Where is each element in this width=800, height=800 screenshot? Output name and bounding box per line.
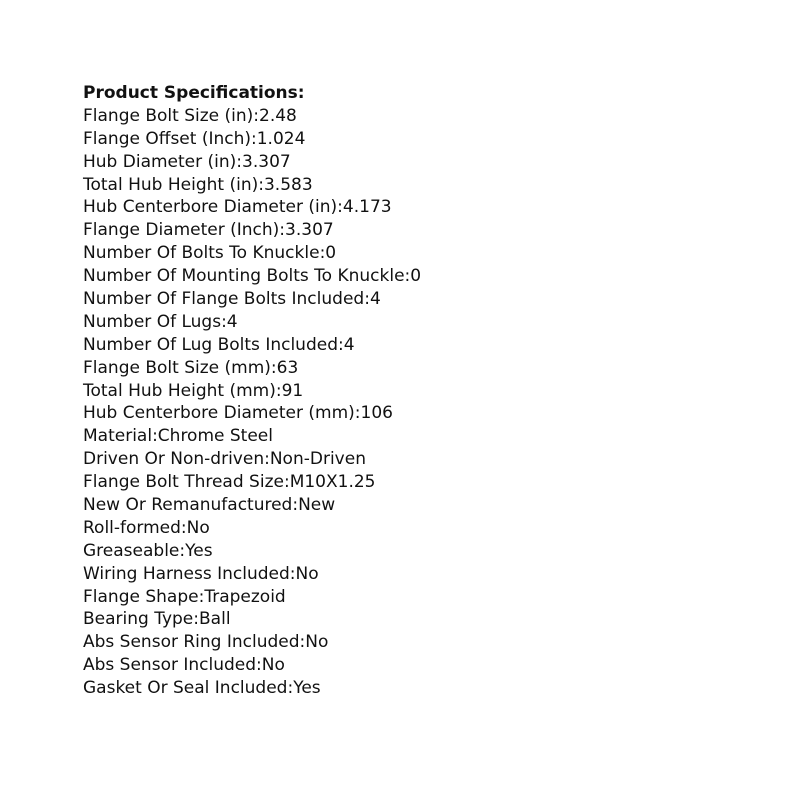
spec-label: Flange Offset (Inch) [83, 128, 251, 149]
spec-value: Chrome Steel [157, 426, 273, 447]
spec-row [83, 631, 773, 654]
spec-row [83, 311, 773, 334]
spec-value: No [186, 517, 210, 538]
spec-value: 3.307 [242, 151, 291, 172]
spec-label: Flange Bolt Size (in) [83, 105, 254, 126]
spec-label: Abs Sensor Ring Included [83, 632, 300, 653]
spec-row [83, 265, 773, 288]
spec-label: Flange Diameter (Inch) [83, 220, 280, 241]
spec-separator: : [152, 426, 158, 447]
spec-row [83, 448, 773, 471]
spec-row [83, 494, 773, 517]
spec-separator: : [236, 151, 243, 172]
spec-label: Greaseable [83, 540, 180, 561]
spec-separator: : [253, 105, 259, 126]
spec-separator: : [270, 357, 277, 378]
spec-list [83, 105, 773, 700]
spec-value: M10X1.25 [289, 472, 376, 493]
spec-value: Yes [293, 678, 321, 699]
spec-row [83, 334, 773, 357]
spec-value: Trapezoid [204, 586, 286, 607]
spec-value: 63 [276, 357, 299, 378]
spec-label: New Or Remanufactured [83, 495, 293, 516]
spec-separator: : [198, 586, 205, 607]
spec-label: Total Hub Height (mm) [83, 380, 276, 401]
spec-label: Number Of Lugs [83, 311, 222, 332]
spec-label: Number Of Bolts To Knuckle [83, 243, 320, 264]
specifications-title: Product Specifications: [83, 83, 305, 103]
spec-value: 4.173 [342, 197, 392, 218]
spec-row [83, 196, 773, 219]
spec-separator: : [319, 243, 326, 264]
spec-separator: : [292, 495, 299, 516]
spec-label: Driven Or Non-driven [83, 449, 265, 470]
spec-row [83, 586, 773, 609]
spec-value: 1.024 [256, 128, 306, 149]
spec-separator: : [299, 632, 306, 653]
spec-row [83, 128, 773, 151]
spec-value: No [305, 632, 329, 653]
spec-value: 0 [410, 266, 422, 287]
spec-row [83, 563, 773, 586]
spec-label: Gasket Or Seal Included [83, 678, 288, 699]
spec-row [83, 402, 773, 425]
spec-label: Total Hub Height (in) [83, 174, 259, 195]
spec-value: No [261, 655, 285, 676]
spec-row [83, 242, 773, 265]
spec-label: Number Of Flange Bolts Included [83, 289, 365, 310]
spec-row [83, 151, 773, 174]
spec-separator: : [287, 678, 294, 699]
spec-row [83, 425, 773, 448]
spec-separator: : [338, 334, 344, 355]
spec-value: 0 [325, 243, 337, 264]
spec-separator: : [279, 220, 286, 241]
spec-separator: : [193, 609, 200, 630]
spec-row [83, 288, 773, 311]
spec-separator: : [275, 380, 282, 401]
spec-row [83, 540, 773, 563]
spec-row [83, 380, 773, 403]
spec-label: Roll-formed [83, 517, 181, 538]
spec-value: Non-Driven [269, 449, 366, 470]
spec-row [83, 608, 773, 631]
spec-separator: : [180, 517, 187, 538]
spec-label: Flange Bolt Thread Size [83, 472, 284, 493]
spec-value: 3.307 [285, 220, 334, 241]
spec-separator: : [256, 655, 262, 676]
spec-label: Hub Centerbore Diameter (in) [83, 197, 338, 218]
spec-value: No [295, 563, 319, 584]
spec-value: New [298, 495, 336, 516]
spec-row [83, 174, 773, 197]
spec-separator: : [258, 174, 264, 195]
spec-label: Number Of Mounting Bolts To Knuckle [83, 266, 405, 287]
spec-separator: : [337, 197, 343, 218]
spec-row [83, 471, 773, 494]
spec-label: Abs Sensor Included [83, 655, 257, 676]
spec-row [83, 677, 773, 700]
spec-row [83, 219, 773, 242]
spec-separator: : [179, 540, 186, 561]
spec-value: Ball [199, 609, 231, 630]
spec-value: 106 [360, 403, 393, 424]
spec-row [83, 517, 773, 540]
spec-label: Wiring Harness Included [83, 563, 290, 584]
spec-row [83, 357, 773, 380]
spec-value: 4 [343, 334, 355, 355]
spec-value: 4 [369, 289, 381, 310]
product-specifications [83, 82, 773, 700]
spec-label: Hub Diameter (in) [83, 151, 237, 172]
spec-label: Flange Bolt Size (mm) [83, 357, 271, 378]
spec-label: Bearing Type [83, 609, 194, 630]
spec-value: 91 [281, 380, 304, 401]
spec-value: 3.583 [263, 174, 313, 195]
spec-separator: : [264, 449, 270, 470]
spec-row [83, 105, 773, 128]
spec-separator: : [364, 289, 370, 310]
spec-separator: : [283, 472, 290, 493]
spec-row [83, 654, 773, 677]
spec-value: 4 [226, 311, 238, 332]
spec-separator: : [251, 128, 257, 149]
spec-value: 2.48 [259, 105, 297, 126]
spec-separator: : [289, 563, 296, 584]
spec-label: Number Of Lug Bolts Included [83, 334, 338, 355]
spec-value: Yes [185, 540, 213, 561]
spec-label: Hub Centerbore Diameter (mm) [83, 403, 355, 424]
spec-separator: : [354, 403, 361, 424]
spec-separator: : [221, 311, 227, 332]
spec-label: Material [83, 426, 153, 447]
spec-label: Flange Shape [83, 586, 199, 607]
spec-separator: : [404, 266, 411, 287]
